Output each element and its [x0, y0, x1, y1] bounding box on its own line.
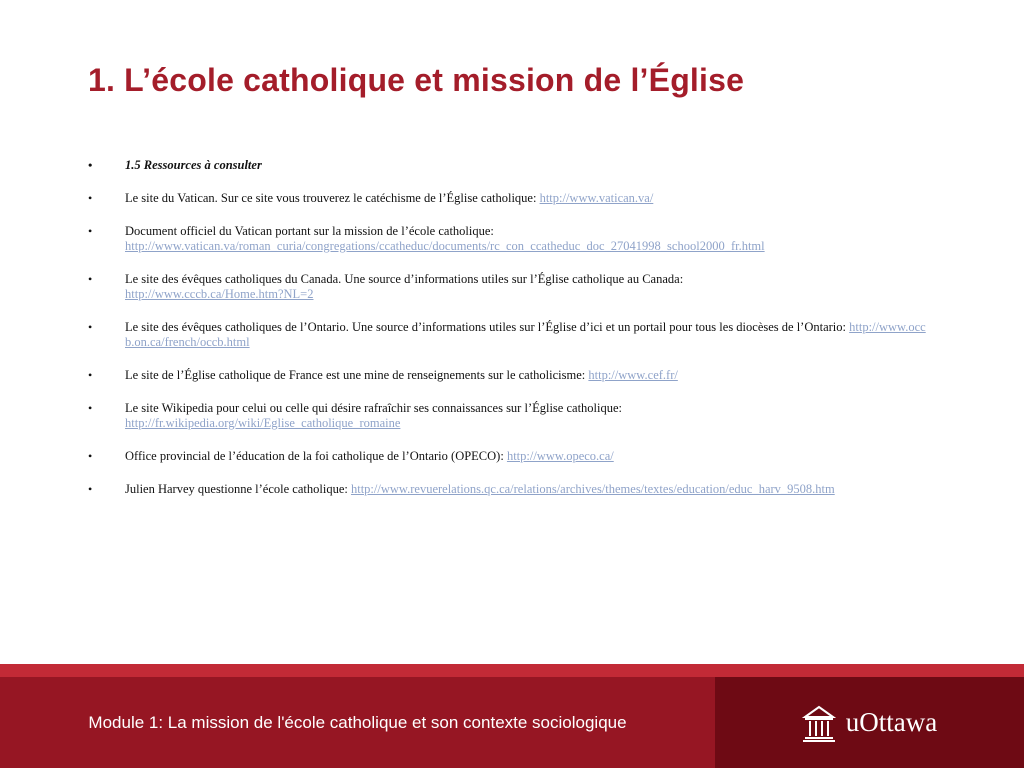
- footer-accent-line: [0, 664, 1024, 677]
- bullet-item-vatican: [88, 191, 928, 206]
- university-building-icon: [802, 703, 836, 743]
- bullet-text: Document officiel du Vatican portant sur la mission de l’école catholique:: [125, 224, 494, 238]
- harvey-link[interactable]: http://www.revuerelations.qc.ca/relations/archives/themes/textes/education/educ_harv_9508.htm: [350, 482, 835, 496]
- bullet-dot: •: [88, 368, 93, 382]
- cccb-link[interactable]: http://www.cccb.ca/Home.htm?NL=2: [125, 287, 314, 301]
- bullet-item-cccb: [88, 272, 928, 302]
- bullet-dot: •: [88, 482, 93, 496]
- bullet-item-cef: [88, 368, 928, 383]
- bullet-item-wikipedia: [88, 401, 928, 431]
- footer-caption-area: [0, 677, 715, 768]
- bullet-dot: •: [88, 401, 93, 415]
- bullet-dot: •: [88, 449, 93, 463]
- bullet-text: Le site des évêques catholiques du Canada. Une source d’informations utiles sur l’Église catholique au Canada:: [125, 272, 684, 286]
- bullet-item-occb: [88, 320, 928, 350]
- bullet-item-harvey: [88, 482, 928, 497]
- bullet-list: [88, 158, 928, 515]
- bullet-text: Le site du Vatican. Sur ce site vous trouverez le catéchisme de l’Église catholique:: [125, 191, 540, 205]
- bullet-text: Julien Harvey questionne l’école catholique:: [125, 482, 351, 496]
- bullet-text: Le site de l’Église catholique de France est une mine de renseignements sur le catholicisme:: [125, 368, 589, 382]
- slide-title: 1. L’école catholique et mission de l’Église: [88, 62, 745, 98]
- wikipedia-link[interactable]: http://fr.wikipedia.org/wiki/Eglise_catholique_romaine: [125, 416, 401, 430]
- bullet-text: Le site Wikipedia pour celui ou celle qui désire rafraîchir ses connaissances sur l’Église catholique:: [125, 401, 623, 415]
- bullet-text: Le site des évêques catholiques de l’Ontario. Une source d’informations utiles sur l’Église d’ici et un portail pour tous les diocèses de l’Ontario:: [125, 320, 850, 334]
- bullet-text: Office provincial de l’éducation de la foi catholique de l’Ontario (OPECO):: [125, 449, 507, 463]
- bullet-dot: •: [88, 191, 93, 205]
- footer-caption: Module 1: La mission de l'école catholique et son contexte sociologique: [88, 712, 627, 732]
- opeco-link[interactable]: http://www.opeco.ca/: [506, 449, 614, 463]
- logo-text: uOttawa: [845, 707, 938, 737]
- bullet-dot: •: [88, 224, 93, 238]
- uottawa-logo: [715, 677, 1024, 768]
- bullet-item-opeco: [88, 449, 928, 464]
- cef-link[interactable]: http://www.cef.fr/: [588, 368, 678, 382]
- vatican-document-link[interactable]: http://www.vatican.va/roman_curia/congregations/ccatheduc/documents/rc_con_ccatheduc_doc_27041998_school2000_fr.html: [125, 239, 765, 253]
- bullet-item-heading: [88, 158, 928, 173]
- bullet-dot: •: [88, 320, 93, 334]
- bullet-dot: •: [88, 158, 93, 172]
- occb-link[interactable]: http://www.occb.on.ca/french/occb.html: [125, 320, 926, 349]
- bullet-item-vatican-document: [88, 224, 928, 254]
- bullet-dot: •: [88, 272, 93, 286]
- vatican-link[interactable]: http://www.vatican.va/: [539, 191, 654, 205]
- footer-band: [0, 677, 1024, 768]
- bullet-text: 1.5 Ressources à consulter: [125, 158, 262, 172]
